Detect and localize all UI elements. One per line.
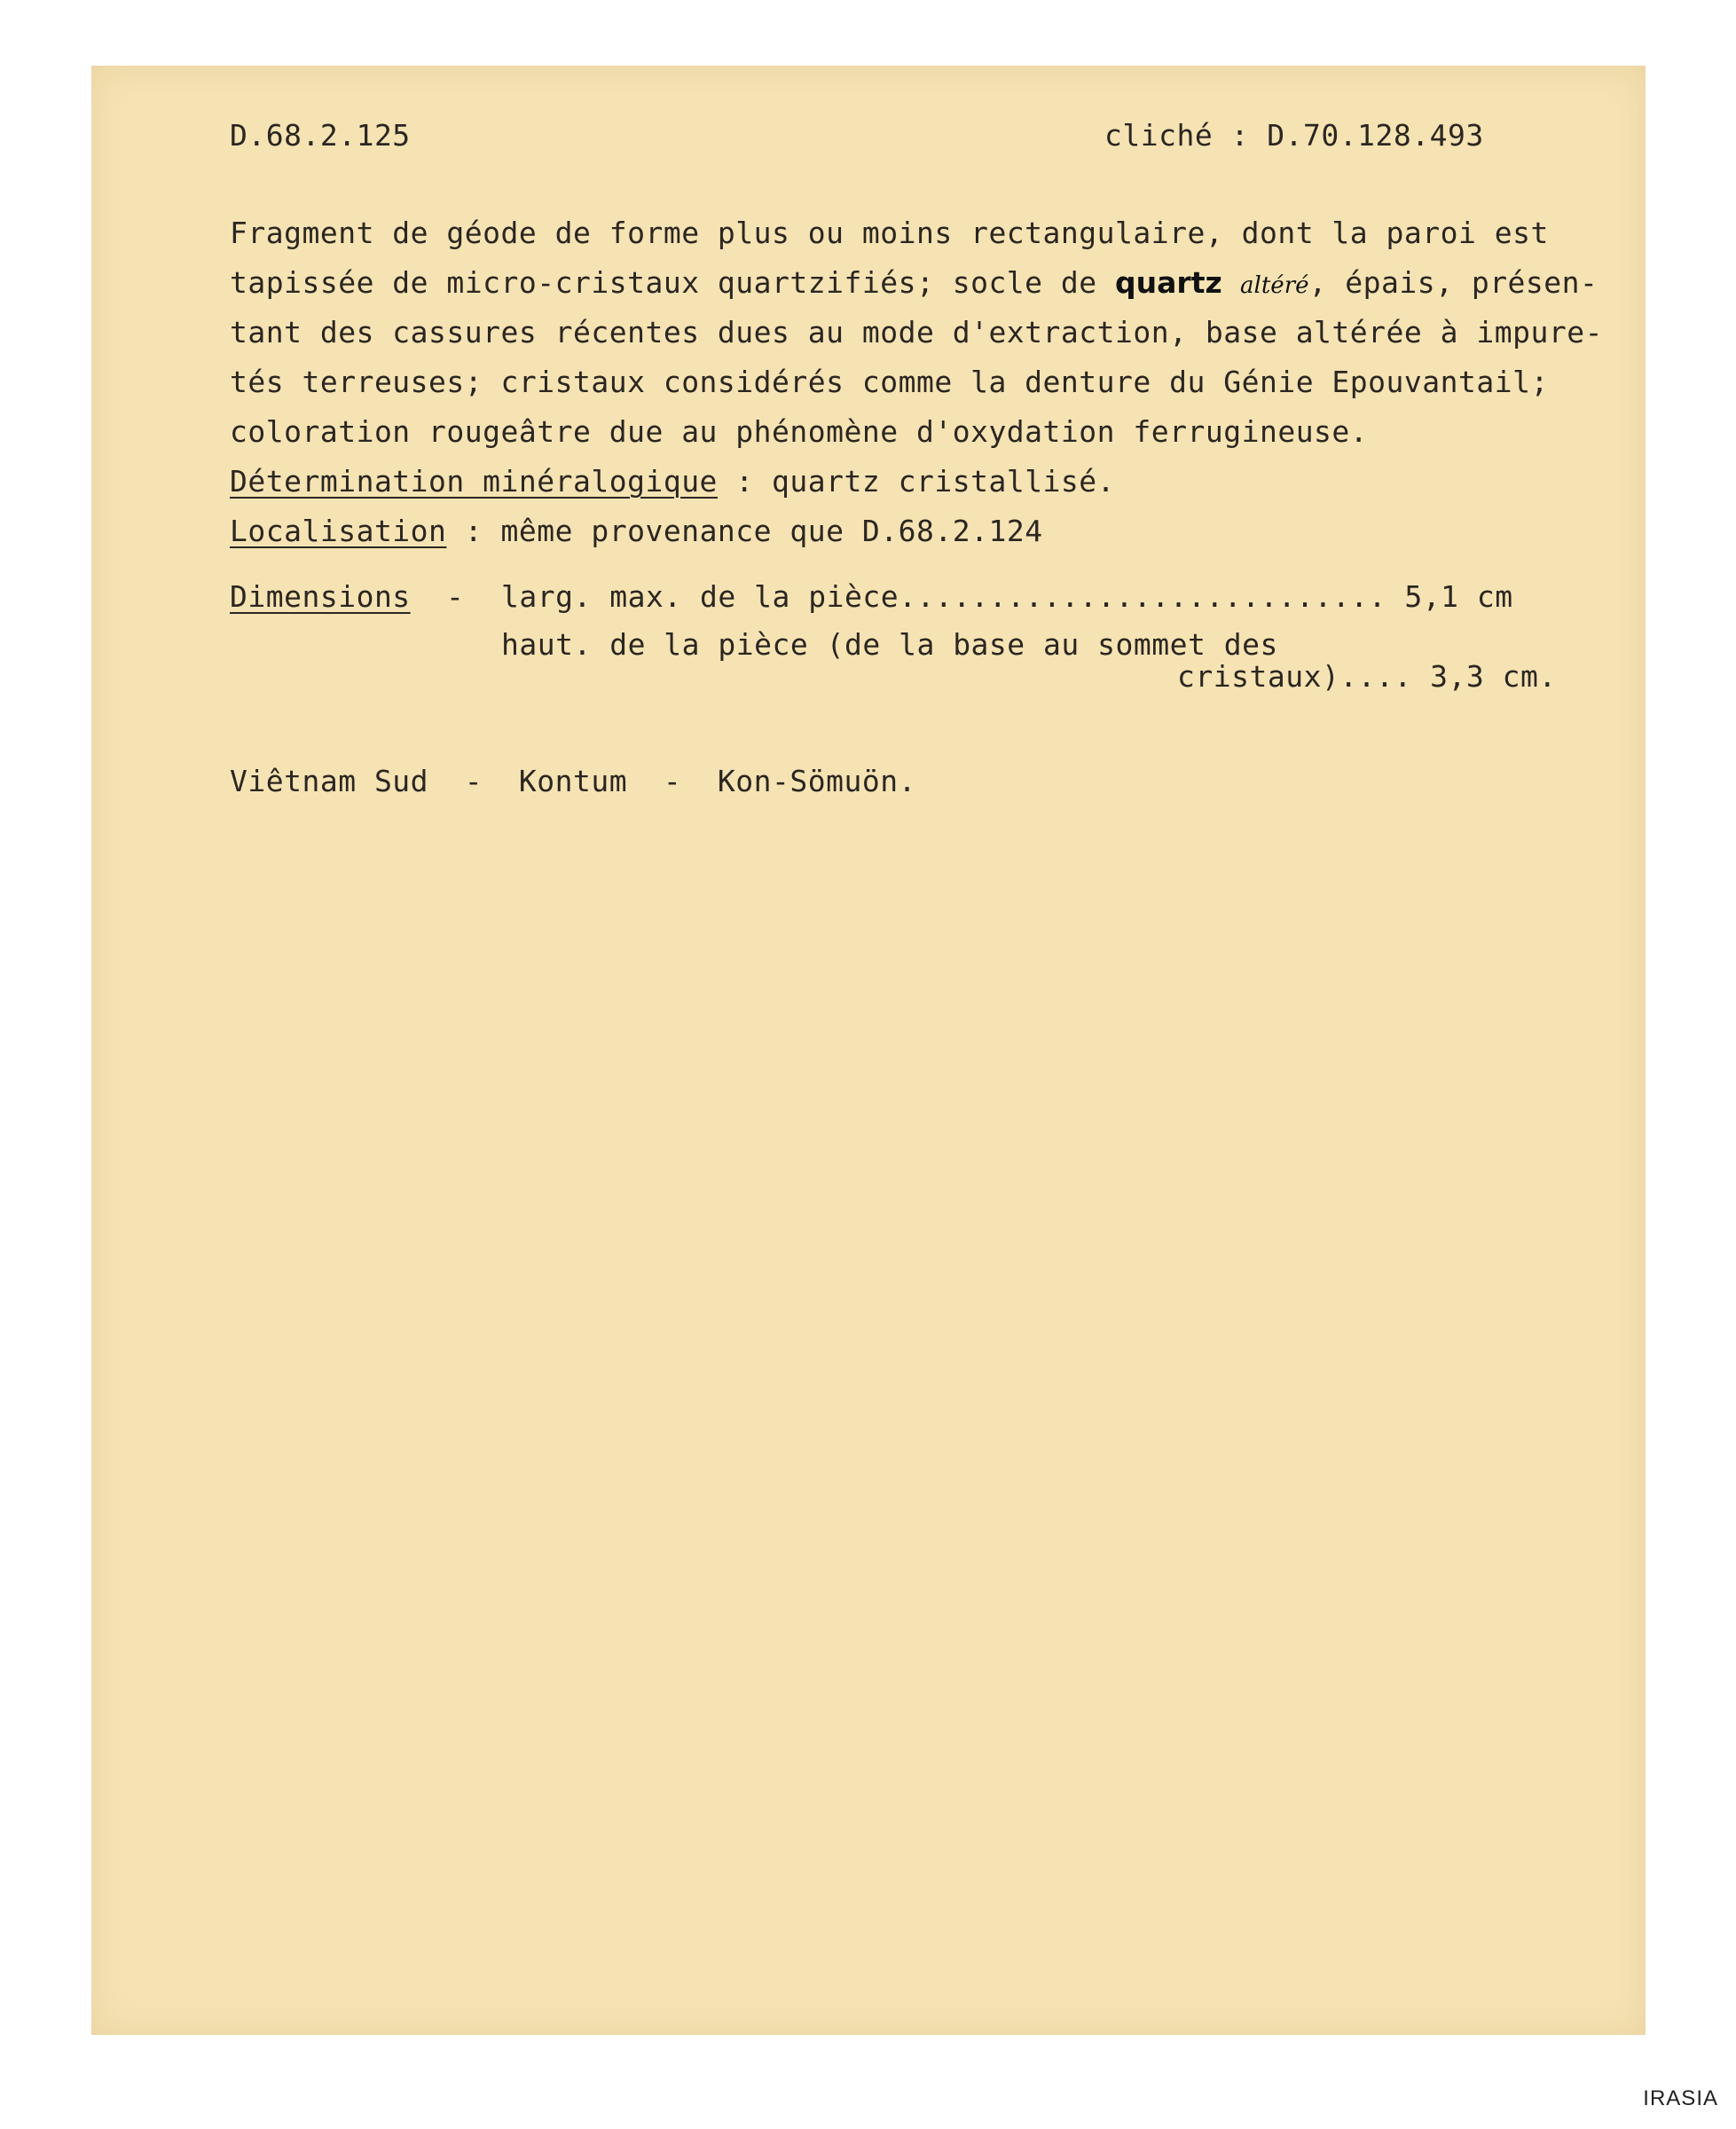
description-line-2-start: tapissée de micro-cristaux quartzifiés; socle de bbox=[230, 265, 1116, 300]
inventory-number: D.68.2.125 bbox=[230, 118, 411, 153]
irasia-watermark: IRASIA bbox=[1643, 2086, 1718, 2110]
localisation-value: : même provenance que D.68.2.124 bbox=[446, 514, 1043, 548]
localisation-label: Localisation bbox=[230, 514, 447, 548]
determination-label: Détermination minéralogique bbox=[230, 464, 718, 499]
dimension-height-line-1: haut. de la pièce (de la base au sommet des bbox=[501, 627, 1278, 662]
determination-value: : quartz cristallisé. bbox=[717, 464, 1116, 499]
description-line-4: tés terreuses; cristaux considérés comme la denture du Génie Epouvantail; bbox=[230, 365, 1549, 399]
dimensions-dash: - bbox=[446, 579, 465, 614]
description-line-2-end: , épais, présen- bbox=[1308, 265, 1599, 300]
localisation-line bbox=[230, 516, 1043, 546]
determination-line bbox=[230, 464, 1116, 499]
handwritten-altere: altéré bbox=[1240, 272, 1309, 299]
dimensions-label: Dimensions bbox=[230, 579, 411, 614]
description-line-3: tant des cassures récentes dues au mode d'extraction, base altérée à impure- bbox=[230, 315, 1603, 350]
location-line: Viêtnam Sud - Kontum - Kon-Sömuön. bbox=[230, 764, 916, 798]
dimension-height-line-2: cristaux).... 3,3 cm. bbox=[1177, 659, 1557, 694]
dimension-width: larg. max. de la pièce........................... 5,1 cm bbox=[501, 579, 1513, 614]
description-line-1: Fragment de géode de forme plus ou moins rectangulaire, dont la paroi est bbox=[230, 216, 1549, 250]
cliche-reference: cliché : D.70.128.493 bbox=[1104, 118, 1484, 153]
description-line-5: coloration rougeâtre due au phénomène d'oxydation ferrugineuse. bbox=[230, 414, 1369, 449]
description-line-2 bbox=[230, 265, 1599, 300]
handwritten-quartz: quartz bbox=[1115, 265, 1222, 300]
document-sheet bbox=[91, 66, 1646, 2035]
